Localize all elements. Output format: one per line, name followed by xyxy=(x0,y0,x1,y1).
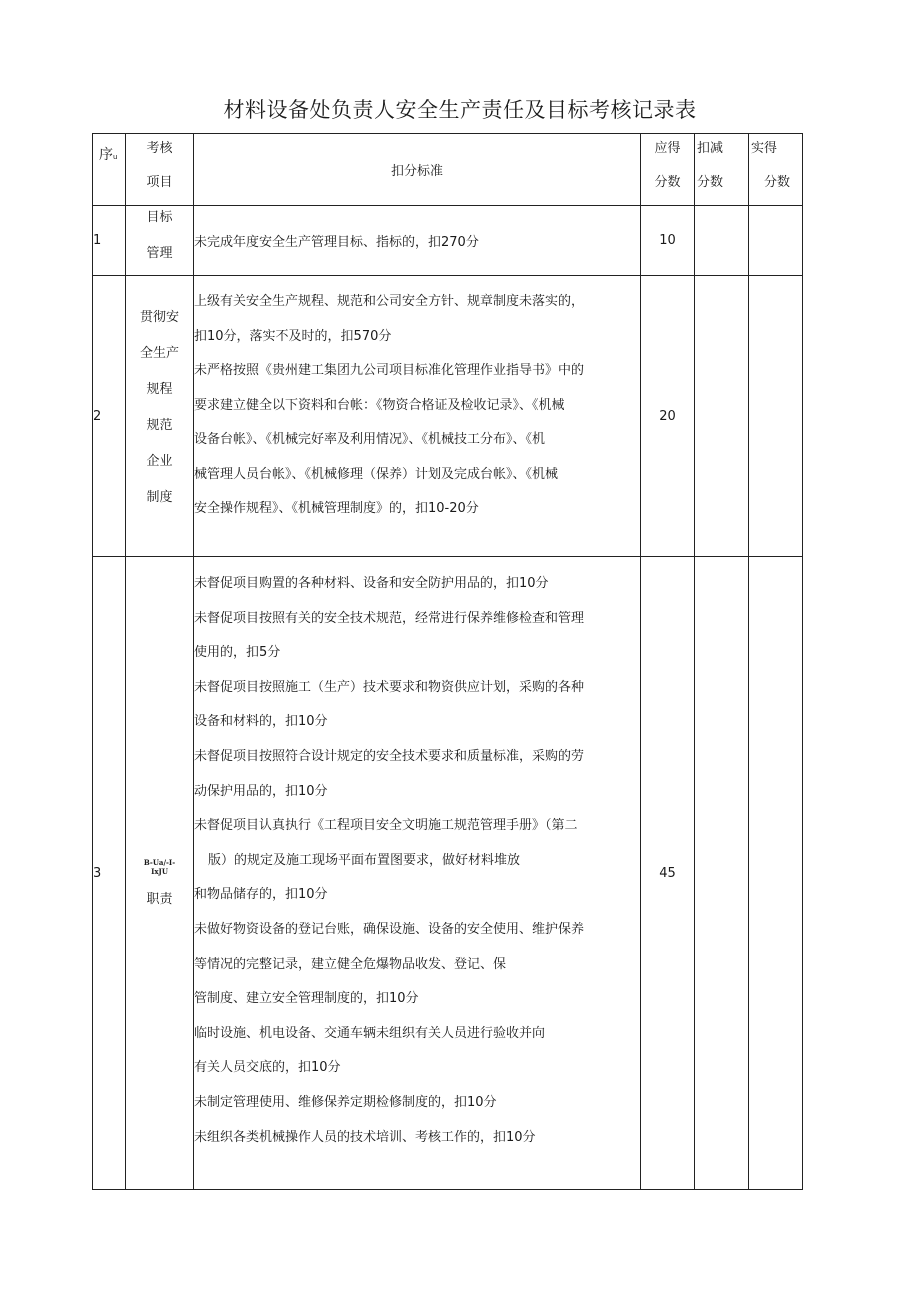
assessment-table xyxy=(92,133,803,1190)
row2-due-value: 20 xyxy=(659,408,676,424)
header-standard-label: 扣分标准 xyxy=(390,164,443,179)
row1-item-line1: 目标 xyxy=(146,210,173,225)
row3-standard-line: 未组织各类机械操作人员的技术培训、考核工作的，扣10分 xyxy=(194,1129,536,1145)
page-title: 材料设备处负责人安全生产责任及目标考核记录表 xyxy=(223,98,697,122)
header-due-line1: 应得 xyxy=(654,141,681,156)
row3-standard-line: 使用的，扣5分 xyxy=(194,645,281,661)
row3-standard-line: 未督促项目购置的各种材料、设备和安全防护用品的，扣10分 xyxy=(194,576,549,591)
row2-item-line: 制度 xyxy=(146,490,173,505)
row3-seq-value: 3 xyxy=(93,865,102,881)
row2-standard-line: 扣10分，落实不及时的，扣570分 xyxy=(194,328,392,344)
row2-due xyxy=(641,276,695,557)
row3-item-label: 职责 xyxy=(146,891,173,907)
header-deduct-line2: 分数 xyxy=(697,175,724,190)
header-due-line2: 分数 xyxy=(654,175,681,190)
row2-item-line: 规程 xyxy=(146,382,173,397)
table-row xyxy=(93,557,803,1190)
header-actual xyxy=(749,134,803,206)
header-seq-label: 序 xyxy=(99,147,113,163)
row3-standard-line: 版）的规定及施工现场平面布置图要求，做好材料堆放 xyxy=(208,852,521,868)
row2-standard-line: 未严格按照《贵州建工集团九公司项目标准化管理作业指导书》中的 xyxy=(194,363,585,378)
header-deduct-line1: 扣减 xyxy=(697,141,724,156)
row1-standard-line: 未完成年度安全生产管理目标、指标的，扣270分 xyxy=(194,235,479,250)
row3-item-garbled-2: IxJU xyxy=(151,866,168,876)
row3-item xyxy=(126,557,194,1190)
header-seq xyxy=(93,134,126,206)
row2-standard-line: 设备台帐》、《机械完好率及利用情况》、《机械技工分布》、《机 xyxy=(194,432,546,447)
header-actual-line2: 分数 xyxy=(763,175,790,190)
row2-standard xyxy=(194,276,641,557)
row1-due-value: 10 xyxy=(659,233,676,248)
row2-item-line: 贯彻安 xyxy=(139,310,179,325)
row3-standard-line: 未做好物资设备的登记台账，确保设施、设备的安全使用、维护保养 xyxy=(194,921,585,937)
row1-item xyxy=(126,206,194,276)
header-deduct xyxy=(695,134,749,206)
table-row xyxy=(93,276,803,557)
table-row xyxy=(93,206,803,276)
row2-deduct xyxy=(695,276,749,557)
row1-deduct xyxy=(695,206,749,276)
header-seq-mark: u xyxy=(113,153,118,161)
header-item-line2: 项目 xyxy=(146,175,173,190)
header-actual-line1: 实得 xyxy=(751,141,778,156)
header-item-line1: 考核 xyxy=(146,141,173,156)
row3-standard xyxy=(194,557,641,1190)
row3-standard-line: 未制定管理使用、维修保养定期检修制度的，扣10分 xyxy=(194,1094,497,1110)
row2-standard-line: 上级有关安全生产规程、规范和公司安全方针、规章制度未落实的， xyxy=(194,294,585,309)
row3-due xyxy=(641,557,695,1190)
row3-standard-line: 未督促项目按照有关的安全技术规范，经常进行保养维修检查和管理 xyxy=(194,610,585,626)
row1-seq-value: 1 xyxy=(93,233,102,248)
row3-standard-line: 动保护用品的，扣10分 xyxy=(194,783,328,799)
header-standard xyxy=(194,134,641,206)
row1-seq xyxy=(93,206,126,276)
row2-actual xyxy=(749,276,803,557)
row3-standard-line: 管制度、建立安全管理制度的，扣10分 xyxy=(194,991,419,1007)
row3-standard-line: 设备和材料的，扣10分 xyxy=(194,714,328,730)
row2-item-line: 全生产 xyxy=(139,346,179,361)
row1-actual xyxy=(749,206,803,276)
row3-standard-line: 等情况的完整记录，建立健全危爆物品收发、登记、保 xyxy=(194,956,507,972)
row2-standard-line: 械管理人员台帐》、《机械修理（保养）计划及完成台帐》、《机械 xyxy=(194,466,559,482)
row3-standard-line: 未督促项目按照符合设计规定的安全技术要求和质量标准，采购的劳 xyxy=(194,748,585,764)
row1-item-line2: 管理 xyxy=(146,246,173,261)
row2-item-line: 规范 xyxy=(146,418,173,433)
row3-standard-line: 未督促项目按照施工（生产）技术要求和物资供应计划，采购的各种 xyxy=(194,679,585,695)
row3-standard-line: 临时设施、机电设备、交通车辆未组织有关人员进行验收并向 xyxy=(194,1025,546,1041)
row3-standard-line: 和物品储存的，扣10分 xyxy=(194,887,328,903)
header-item xyxy=(126,134,194,206)
row3-seq xyxy=(93,557,126,1190)
row1-due xyxy=(641,206,695,276)
header-due xyxy=(641,134,695,206)
row3-actual xyxy=(749,557,803,1190)
row2-seq-value: 2 xyxy=(93,408,102,424)
row3-due-value: 45 xyxy=(659,865,676,881)
row3-deduct xyxy=(695,557,749,1190)
row1-standard xyxy=(194,206,641,276)
row2-seq xyxy=(93,276,126,557)
row3-item-garbled-1: B-Ua/-I- xyxy=(143,857,176,867)
row2-standard-line: 安全操作规程》、《机械管理制度》的，扣10-20分 xyxy=(194,501,479,516)
table-header-row xyxy=(93,134,803,206)
row2-item xyxy=(126,276,194,557)
row3-standard-line: 有关人员交底的，扣10分 xyxy=(194,1060,341,1076)
row3-standard-line: 未督促项目认真执行《工程项目安全文明施工规范管理手册》（第二 xyxy=(194,818,578,834)
row2-standard-line: 要求建立健全以下资料和台帐：《物资合格证及检收记录》、《机械 xyxy=(194,397,565,413)
row2-item-line: 企业 xyxy=(146,454,173,469)
